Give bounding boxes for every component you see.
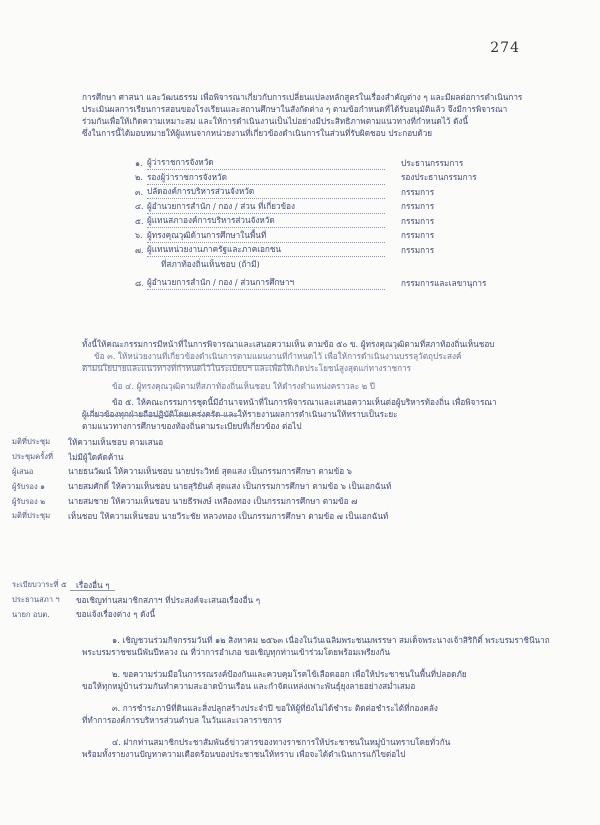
list-item xyxy=(135,276,555,291)
intro-line: ประเมินผลการเรียนการสอนของโรงเรียนและสถานศึกษาในสังกัดต่าง ๆ ตามข้อกำหนดที่ได้รับอนุมัติแล้ว จึงมีการพิจารณา xyxy=(82,104,508,114)
closing-line: ๓. การชำระภาษีที่ดินและสิ่งปลูกสร้างประจำปี ขอให้ผู้ที่ยังไม่ได้ชำระ ติดต่อชำระได้ที่กองคลัง xyxy=(112,703,438,713)
body-paragraph xyxy=(82,338,557,432)
row-label: นายก อบต. xyxy=(12,609,50,619)
list-item xyxy=(135,214,555,229)
row-text: เห็นชอบ ให้ความเห็นชอบ นายวีระชัย หลวงทอง เป็นกรรมการศึกษา ตามข้อ ๗ เป็นเอกฉันท์ xyxy=(68,510,389,521)
list-item xyxy=(135,243,555,258)
closing-line: ที่ทำการองค์การบริหารส่วนตำบล ในวันและเวลาราชการ xyxy=(82,715,282,725)
row-text: ขอแจ้งเรื่องต่าง ๆ ดังนี้ xyxy=(76,609,156,620)
list-item xyxy=(135,229,555,244)
agenda-rows xyxy=(12,578,572,622)
item-number: ๑. xyxy=(135,158,143,168)
item-role: กรรมการ xyxy=(401,215,435,226)
item-number: ๓. xyxy=(135,187,144,197)
item-role: กรรมการ xyxy=(401,201,435,212)
list-item-continuation xyxy=(135,258,555,273)
body-line: ตามแนวทางการศึกษาของท้องถิ่นตามระเบียบที่เกี่ยวข้อง ต่อไป xyxy=(82,421,302,431)
record-row xyxy=(12,465,572,480)
body-line: ตามนโยบายและแนวทางที่กำหนดไว้ในระเบียบฯ และเพื่อให้เกิดประโยชน์สูงสุดแก่ทางราชการ xyxy=(82,363,412,373)
item-name: ผู้อำนวยการสำนัก / กอง / ส่วนการศึกษาฯ xyxy=(147,276,385,290)
item-role: กรรมการและเลขานุการ xyxy=(401,277,487,288)
closing-line: ขอให้ทุกหมู่บ้านร่วมกันทำความสะอาดบ้านเรือน และกำจัดแหล่งเพาะพันธุ์ยุงลายอย่างสม่ำเสมอ xyxy=(82,681,416,691)
row-text: นายธนวัฒน์ ให้ความเห็นชอบ นายประวิทย์ สุดแสง เป็นกรรมการศึกษา ตามข้อ ๖ xyxy=(68,466,352,477)
list-item xyxy=(135,171,555,186)
record-row xyxy=(12,450,572,465)
item-name: ผู้ทรงคุณวุฒิด้านการศึกษาในพื้นที่ xyxy=(147,229,385,243)
intro-line: การศึกษา ศาสนา และวัฒนธรรม เพื่อพิจารณาเกี่ยวกับการเปลี่ยนแปลงหลักสูตรในเรื่องสำคัญต่าง ๆ และมีผลต่อการดำเนินการ xyxy=(82,92,523,102)
record-row xyxy=(12,435,572,450)
closing-line: พระบรมราชชนนีพันปีหลวง ณ ที่ว่าการอำเภอ ขอเชิญทุกท่านเข้าร่วมโดยพร้อมเพรียงกัน xyxy=(82,647,391,657)
item-number: ๗. xyxy=(135,245,144,255)
row-text: นายสมศักดิ์ ให้ความเห็นชอบ นายสุริยันต์ สุดแสง เป็นกรรมการศึกษา ตามข้อ ๖ เป็นเอกฉันท์ xyxy=(68,481,392,492)
record-row xyxy=(12,494,572,509)
body-line: ข้อ ๕. ให้คณะกรรมการชุดนี้มีอำนาจหน้าที่ในการพิจารณาและเสนอความเห็นต่อผู้บริหารท้องถิ่น เพื่อพิจารณา xyxy=(112,397,497,407)
item-role: กรรมการ xyxy=(401,186,435,197)
item-name: ผู้แทนสภาองค์การบริหารส่วนจังหวัด xyxy=(147,214,385,228)
intro-paragraph xyxy=(82,91,557,139)
intro-line: ร่วมกันเพื่อให้เกิดความเหมาะสม และให้การดำเนินงานเป็นไปอย่างมีประสิทธิภาพตามแนวทางที่กำหนดไว้ ดังนี้ xyxy=(82,116,468,126)
agenda-row xyxy=(12,593,572,608)
row-text: ขอเชิญท่านสมาชิกสภาฯ ที่ประสงค์จะเสนอเรื่องอื่น ๆ xyxy=(76,594,261,605)
row-text: นายสมชาย ให้ความเห็นชอบ นายธีรพงษ์ เหลืองทอง เป็นกรรมการศึกษา ตามข้อ ๗ xyxy=(68,496,358,507)
row-label: ประชุมครั้งที่ xyxy=(12,452,54,462)
item-number: ๒. xyxy=(135,173,143,183)
item-name: ผู้แทนหน่วยงานภาครัฐและภาคเอกชน xyxy=(147,243,385,257)
item-role: กรรมการ xyxy=(401,244,435,255)
row-text: ให้ความเห็นชอบ ตามเสนอ xyxy=(68,436,164,447)
intro-line: ซึ่งในการนี้ได้มอบหมายให้ผู้แทนจากหน่วยงานที่เกี่ยวข้องดำเนินการในส่วนที่รับผิดชอบ ประกอบด้วย xyxy=(82,128,433,138)
record-row xyxy=(12,479,572,494)
closing-line: ๔. ฝากท่านสมาชิกประชาสัมพันธ์ข่าวสารของทางราชการให้ประชาชนในหมู่บ้านทราบโดยทั่วกัน xyxy=(112,737,451,747)
list-item xyxy=(135,185,555,200)
list-item xyxy=(135,200,555,215)
row-label: ผู้เสนอ xyxy=(12,466,34,476)
item-role: กรรมการ xyxy=(401,230,435,241)
item-role: รองประธานกรรมการ xyxy=(401,172,477,183)
item-name: รองผู้ว่าราชการจังหวัด xyxy=(147,171,385,185)
item-number: ๔. xyxy=(135,202,144,212)
closing-line: ๒. ขอความร่วมมือในการรณรงค์ป้องกันและควบคุมโรคไข้เลือดออก เพื่อให้ประชาชนในพื้นที่ปลอดภัย xyxy=(112,669,467,679)
list-item xyxy=(135,156,555,171)
item-continuation: ที่สภาท้องถิ่นเห็นชอบ (ถ้ามี) xyxy=(161,259,260,270)
row-label: ระเบียบวาระที่ ๕ xyxy=(12,580,67,590)
item-number: ๕. xyxy=(135,216,144,226)
body-line: ผู้เกี่ยวข้องทุกฝ่ายถือปฏิบัติโดยเคร่งครัด และให้รายงานผลการดำเนินงานให้ทราบเป็นระยะ xyxy=(82,409,398,419)
item-name: ผู้อำนวยการสำนัก / กอง / ส่วน ที่เกี่ยวข้อง xyxy=(147,200,385,214)
item-role: ประธานกรรมการ xyxy=(401,157,464,168)
closing-paragraphs xyxy=(82,634,557,760)
body-line: ข้อ ๓. ให้หน่วยงานที่เกี่ยวข้องดำเนินการตามแผนงานที่กำหนดไว้ เพื่อให้การดำเนินงานบรรลุวัตถุประสงค์ xyxy=(94,351,462,361)
agenda-row xyxy=(12,608,572,623)
member-list xyxy=(135,156,555,291)
record-row xyxy=(12,509,572,524)
item-name: ผู้ว่าราชการจังหวัด xyxy=(147,156,385,170)
underline-mark xyxy=(82,415,242,416)
row-label: ประธานสภา ฯ xyxy=(12,595,60,605)
body-line: ทั้งนี้ให้คณะกรรมการมีหน้าที่ในการพิจารณาและเสนอความเห็น ตามข้อ ๕๐ ข. ผู้ทรงคุณวุฒิตามที่สภาท้องถิ่นเห็นชอบ xyxy=(82,339,495,349)
page-number: 274 xyxy=(490,40,520,56)
row-label: มติที่ประชุม xyxy=(12,437,51,447)
row-text: ไม่มีผู้ใดคัดค้าน xyxy=(68,451,124,462)
underline-mark xyxy=(70,590,115,591)
closing-line: ๑. เชิญชวนร่วมกิจกรรมวันที่ ๑๒ สิงหาคม ๒๕๖๓ เนื่องในวันเฉลิมพระชนมพรรษา สมเด็จพระนางเจ้าสิริกิติ์ พระบรมราชินีนาถ xyxy=(112,635,550,645)
row-text: เรื่องอื่น ๆ xyxy=(76,579,110,590)
record-rows xyxy=(12,435,572,524)
underline-mark xyxy=(82,365,292,366)
item-number: ๖. xyxy=(135,231,143,241)
closing-line: พร้อมทั้งรายงานปัญหาความเดือดร้อนของประชาชนให้ทราบ เพื่อจะได้ดำเนินการแก้ไขต่อไป xyxy=(82,749,406,759)
row-label: มติที่ประชุม xyxy=(12,511,51,521)
body-line: ข้อ ๔. ผู้ทรงคุณวุฒิตามที่สภาท้องถิ่นเห็นชอบ ให้ดำรงตำแหน่งคราวละ ๒ ปี xyxy=(112,381,375,391)
item-name: ปลัดองค์การบริหารส่วนจังหวัด xyxy=(147,185,385,199)
row-label: ผู้รับรอง ๑ xyxy=(12,481,45,491)
item-number: ๘. xyxy=(135,278,144,288)
row-label: ผู้รับรอง ๒ xyxy=(12,496,46,506)
